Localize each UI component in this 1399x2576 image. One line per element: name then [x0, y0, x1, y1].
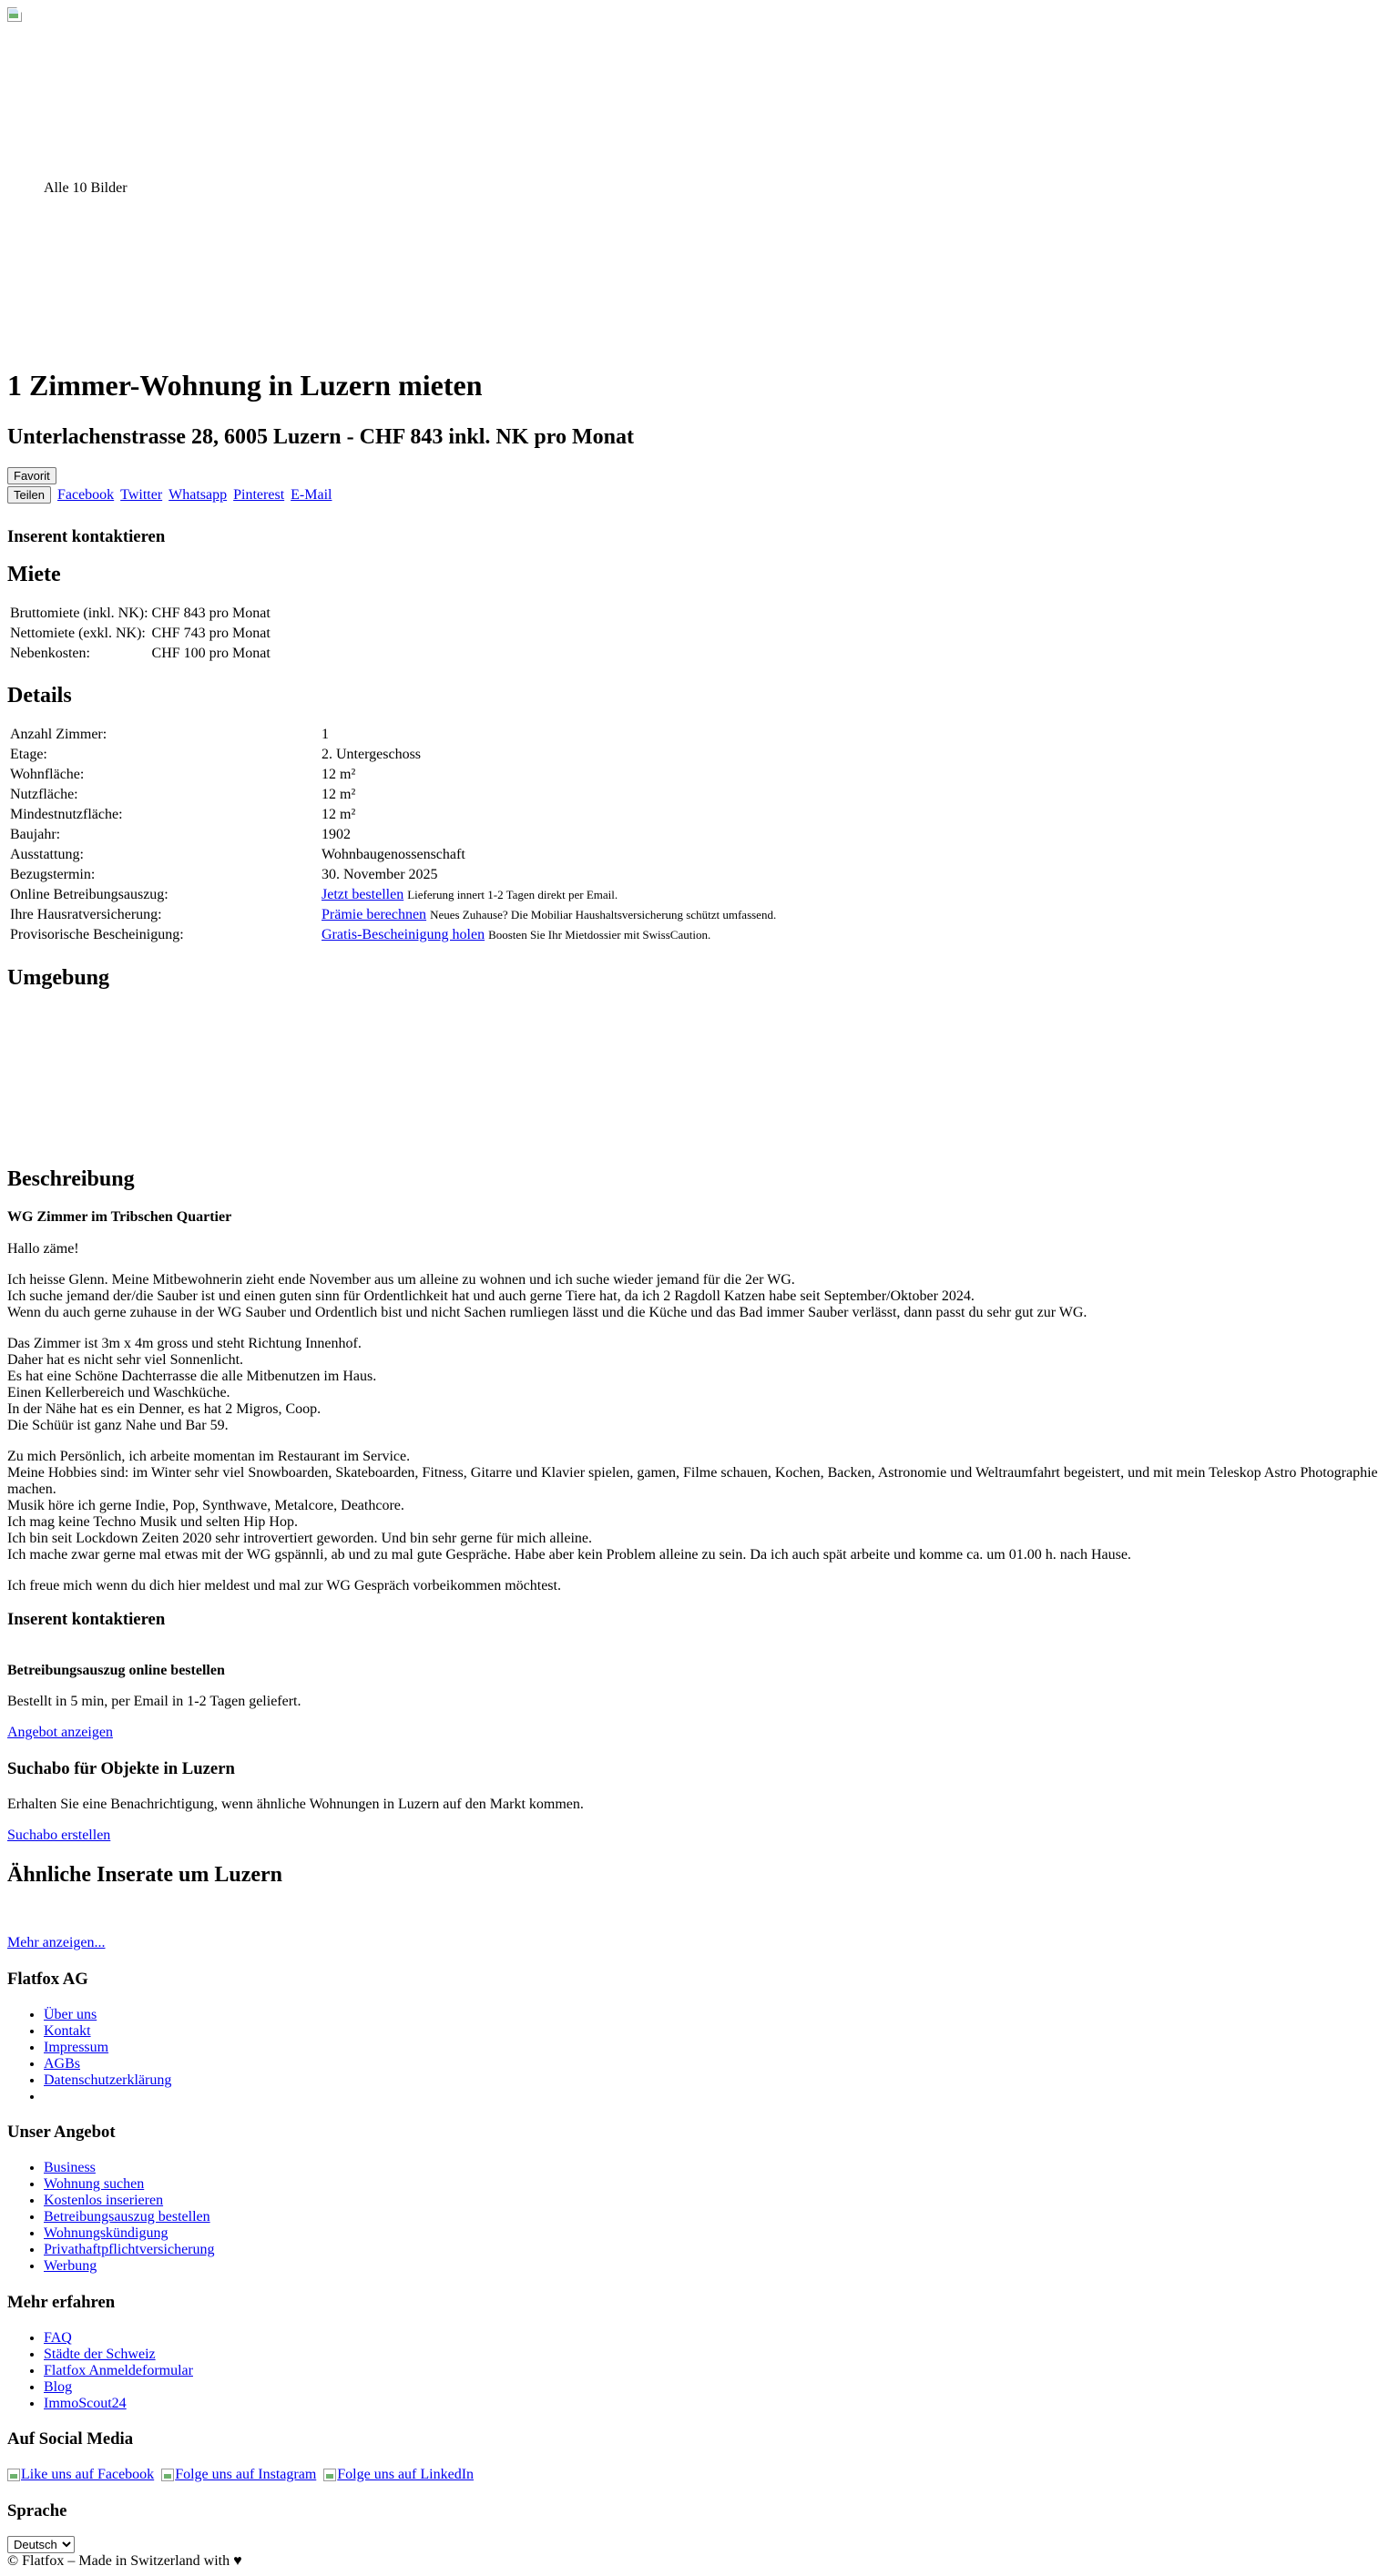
- footer-link-registration-form[interactable]: Flatfox Anmeldeformular: [44, 2363, 193, 2378]
- description-paragraph: [7, 1449, 1384, 1563]
- debt-extract-heading: Betreibungsauszug online bestellen: [7, 1663, 225, 1678]
- search-alert-heading: Suchabo für Objekte in Luzern: [7, 1759, 235, 1778]
- linkedin-link[interactable]: [323, 2467, 474, 2483]
- share-facebook-link[interactable]: Facebook: [56, 487, 115, 503]
- description-line: Wenn du auch gerne zuhause in der WG Sauber und Ordentlich bist und nicht Sachen rumliegen lässt und die Küche und das Bad immer Sauber verlässt, dann passt du sehr gut zur WG.: [7, 1305, 1088, 1320]
- description-line: Einen Kellerbereich und Waschküche.: [7, 1385, 230, 1400]
- surroundings-heading: Umgebung: [7, 966, 110, 990]
- detail-note: Neues Zuhause? Die Mobiliar Haushaltsversicherung schützt umfassend.: [430, 908, 777, 921]
- table-row: [9, 926, 777, 944]
- share-row: [7, 486, 332, 504]
- list-item: [44, 2225, 215, 2242]
- create-search-alert-link[interactable]: Suchabo erstellen: [7, 1828, 111, 1843]
- linkedin-link-label: Folge uns auf LinkedIn: [337, 2467, 475, 2482]
- description-line: Ich suche jemand der/die Sauber ist und einen guten sinn für Ordentlichkeit hat und auch gerne Tiere hat, da ich 2 Ragdoll Katzen habe seit September/Oktober 2024.: [7, 1288, 975, 1304]
- show-more-link[interactable]: Mehr anzeigen...: [7, 1935, 106, 1950]
- table-row: [9, 746, 777, 764]
- facebook-icon: [7, 2469, 20, 2481]
- table-row: [9, 866, 777, 884]
- details-heading: Details: [7, 684, 72, 708]
- footer-link-about[interactable]: Über uns: [44, 2007, 97, 2022]
- footer-learn-links: [7, 2330, 193, 2412]
- footer-link-liability-insurance[interactable]: Privathaftpflichtversicherung: [44, 2242, 215, 2257]
- order-extract-link[interactable]: Jetzt bestellen: [322, 887, 404, 902]
- footer-link-order-extract[interactable]: Betreibungsauszug bestellen: [44, 2209, 210, 2225]
- description-line: Zu mich Persönlich, ich arbeite momentan im Restaurant im Service.: [7, 1449, 411, 1464]
- table-row: [9, 806, 777, 824]
- rent-label: Nettomiete (exkl. NK):: [10, 626, 146, 641]
- detail-label: Nutzfläche:: [10, 787, 78, 802]
- rent-table: [7, 603, 273, 665]
- table-row: [9, 625, 271, 643]
- facebook-link-label: Like uns auf Facebook: [21, 2467, 155, 2482]
- footer-language-heading: Sprache: [7, 2501, 67, 2520]
- list-item: [44, 2089, 171, 2105]
- footer-offer-heading: Unser Angebot: [7, 2123, 116, 2142]
- list-item: [44, 2379, 193, 2396]
- detail-label: Anzahl Zimmer:: [10, 727, 107, 742]
- footer-company-heading: Flatfox AG: [7, 1970, 88, 1989]
- footer-link-imprint[interactable]: Impressum: [44, 2040, 109, 2055]
- show-offer-link[interactable]: Angebot anzeigen: [7, 1725, 113, 1740]
- footer-learn-heading: Mehr erfahren: [7, 2293, 116, 2312]
- rent-heading: Miete: [7, 563, 61, 586]
- list-item: [44, 2242, 215, 2258]
- all-images-label[interactable]: Alle 10 Bilder: [44, 180, 128, 196]
- footer-link-search-apartment[interactable]: Wohnung suchen: [44, 2176, 145, 2192]
- share-pinterest-link[interactable]: Pinterest: [233, 487, 285, 503]
- contact-heading: Inserent kontaktieren: [7, 527, 166, 546]
- detail-label: Bezugstermin:: [10, 867, 96, 882]
- detail-value: 12 m²: [322, 787, 356, 802]
- list-item: [44, 2176, 215, 2193]
- copyright-text: © Flatfox – Made in Switzerland with ♥: [7, 2553, 242, 2569]
- debt-extract-text: Bestellt in 5 min, per Email in 1-2 Tagen geliefert.: [7, 1694, 301, 1709]
- detail-note: Lieferung innert 1-2 Tagen direkt per Email.: [407, 888, 618, 901]
- footer-social-heading: Auf Social Media: [7, 2429, 134, 2449]
- footer-link-termination[interactable]: Wohnungskündigung: [44, 2225, 168, 2241]
- share-button[interactable]: Teilen: [7, 486, 51, 504]
- detail-label: Baujahr:: [10, 827, 61, 842]
- table-row: [9, 886, 777, 904]
- description-paragraph: [7, 1336, 1384, 1434]
- calculate-premium-link[interactable]: Prämie berechnen: [322, 907, 427, 922]
- detail-label: Online Betreibungsauszug:: [10, 887, 168, 902]
- share-email-link[interactable]: E-Mail: [291, 487, 332, 503]
- description-paragraph: [7, 1272, 1384, 1321]
- footer-link-blog[interactable]: Blog: [44, 2379, 73, 2395]
- list-item: [44, 2040, 171, 2056]
- detail-label: Mindestnutzfläche:: [10, 807, 123, 822]
- description-line: Meine Hobbies sind: im Winter sehr viel Snowboarden, Skateboarden, Fitness, Gitarre und Klavier spielen, gamen, Filme schauen, Kochen, Backen, Astronomie und Weltraumfahrt begeistert, und mit mein Teleskop Astro Photographie machen.: [7, 1465, 1378, 1497]
- detail-value: 12 m²: [322, 767, 356, 782]
- footer-link-cities[interactable]: Städte der Schweiz: [44, 2347, 156, 2362]
- details-table: [7, 724, 779, 946]
- list-item: [44, 2347, 193, 2363]
- instagram-link-label: Folge uns auf Instagram: [175, 2467, 317, 2482]
- footer-link-contact[interactable]: Kontakt: [44, 2023, 91, 2039]
- description-line: Ich heisse Glenn. Meine Mitbewohnerin zieht ende November aus um alleine zu wohnen und ich suche wieder jemand für die 2er WG.: [7, 1272, 795, 1288]
- instagram-link[interactable]: [161, 2467, 316, 2483]
- table-row: [9, 645, 271, 663]
- list-item: [44, 2258, 215, 2275]
- detail-value: 12 m²: [322, 807, 356, 822]
- footer-link-privacy[interactable]: Datenschutzerklärung: [44, 2072, 172, 2088]
- rent-label: Nebenkosten:: [10, 646, 90, 661]
- description-line: Musik höre ich gerne Indie, Pop, Synthwave, Metalcore, Deathcore.: [7, 1498, 404, 1513]
- description-line: Es hat eine Schöne Dachterrasse die alle Mitbenutzen im Haus.: [7, 1369, 377, 1384]
- list-item: [44, 2056, 171, 2072]
- detail-value: [321, 906, 777, 924]
- list-item: [44, 2330, 193, 2347]
- description-line: Ich mag keine Techno Musik und selten Hip Hop.: [7, 1514, 298, 1530]
- detail-value: 2. Untergeschoss: [322, 747, 422, 762]
- description-line: In der Nähe hat es ein Denner, es hat 2 Migros, Coop.: [7, 1401, 322, 1417]
- share-twitter-link[interactable]: Twitter: [120, 487, 163, 503]
- detail-label: Ausstattung:: [10, 847, 84, 862]
- footer-link-terms[interactable]: AGBs: [44, 2056, 81, 2072]
- free-certificate-link[interactable]: Gratis-Bescheinigung holen: [322, 927, 485, 942]
- list-item: [44, 2160, 215, 2176]
- footer-link-business[interactable]: Business: [44, 2160, 96, 2175]
- page-title: 1 Zimmer-Wohnung in Luzern mieten: [7, 369, 483, 402]
- table-row: [9, 906, 777, 924]
- list-item: [44, 2007, 171, 2023]
- description-line: Die Schüür ist ganz Nahe und Bar 59.: [7, 1418, 229, 1433]
- footer-offer-links: [7, 2160, 215, 2275]
- language-select[interactable]: [7, 2536, 75, 2553]
- list-item: [44, 2023, 171, 2040]
- detail-value: 30. November 2025: [322, 867, 438, 882]
- linkedin-icon: [323, 2469, 336, 2481]
- list-item: [44, 2363, 193, 2379]
- rent-value: CHF 100 pro Monat: [151, 646, 271, 661]
- footer-link-list-free[interactable]: Kostenlos inserieren: [44, 2193, 164, 2208]
- footer-company-links: [7, 2007, 171, 2105]
- detail-label: Provisorische Bescheinigung:: [10, 927, 184, 942]
- share-whatsapp-link[interactable]: Whatsapp: [168, 487, 228, 503]
- contact-heading-2: Inserent kontaktieren: [7, 1610, 166, 1629]
- detail-note: Boosten Sie Ihr Mietdossier mit SwissCaution.: [488, 928, 711, 942]
- detail-label: Wohnfläche:: [10, 767, 85, 782]
- detail-label: Ihre Hausratversicherung:: [10, 907, 162, 922]
- rent-value: CHF 743 pro Monat: [151, 626, 271, 641]
- rent-value: CHF 843 pro Monat: [151, 606, 271, 621]
- list-item: [44, 2072, 171, 2089]
- similar-listings-heading: Ähnliche Inserate um Luzern: [7, 1863, 282, 1887]
- table-row: [9, 786, 777, 804]
- detail-label: Etage:: [10, 747, 47, 762]
- table-row: [9, 826, 777, 844]
- favorite-button[interactable]: Favorit: [7, 467, 56, 484]
- description-line: Das Zimmer ist 3m x 4m gross und steht Richtung Innenhof.: [7, 1336, 362, 1351]
- footer-link-advertising[interactable]: Werbung: [44, 2258, 97, 2274]
- facebook-link[interactable]: [7, 2467, 154, 2483]
- description-greeting: Hallo zäme!: [7, 1241, 79, 1257]
- description-line: Ich mache zwar gerne mal etwas mit der WG gspännli, ab und zu mal gute Gespräche. Habe aber kein Problem alleine zu sein. Da ich auch spät arbeite und komme ca. um 01.00 h. nach Hause.: [7, 1547, 1131, 1563]
- footer-link-immoscout24[interactable]: ImmoScout24: [44, 2396, 127, 2411]
- detail-value: [321, 926, 777, 944]
- detail-value: [321, 886, 777, 904]
- search-alert-text: Erhalten Sie eine Benachrichtigung, wenn ähnliche Wohnungen in Luzern auf den Markt kommen.: [7, 1797, 584, 1812]
- description-subheading: WG Zimmer im Tribschen Quartier: [7, 1209, 232, 1225]
- table-row: [9, 726, 777, 744]
- table-row: [9, 846, 777, 864]
- description-closing: Ich freue mich wenn du dich hier meldest und mal zur WG Gespräch vorbeikommen möchtest.: [7, 1578, 561, 1593]
- instagram-icon: [161, 2469, 174, 2481]
- list-item: [44, 2209, 215, 2225]
- broken-image-icon: [7, 7, 22, 22]
- table-row: [9, 766, 777, 784]
- list-item: [44, 2396, 193, 2412]
- footer-link-faq[interactable]: FAQ: [44, 2330, 72, 2346]
- detail-value: 1902: [322, 827, 351, 842]
- description-line: Daher hat es nicht sehr viel Sonnenlicht.: [7, 1352, 244, 1368]
- rent-label: Bruttomiete (inkl. NK):: [10, 606, 148, 621]
- social-links: [7, 2467, 477, 2486]
- listing-subtitle: Unterlachenstrasse 28, 6005 Luzern - CHF 843 inkl. NK pro Monat: [7, 425, 634, 449]
- list-item: [44, 2193, 215, 2209]
- description-heading: Beschreibung: [7, 1167, 135, 1191]
- description-line: Ich bin seit Lockdown Zeiten 2020 sehr introvertiert geworden. Und bin sehr gerne für mich alleine.: [7, 1531, 593, 1546]
- table-row: [9, 605, 271, 623]
- detail-value: Wohnbaugenossenschaft: [322, 847, 465, 862]
- detail-value: 1: [322, 727, 329, 742]
